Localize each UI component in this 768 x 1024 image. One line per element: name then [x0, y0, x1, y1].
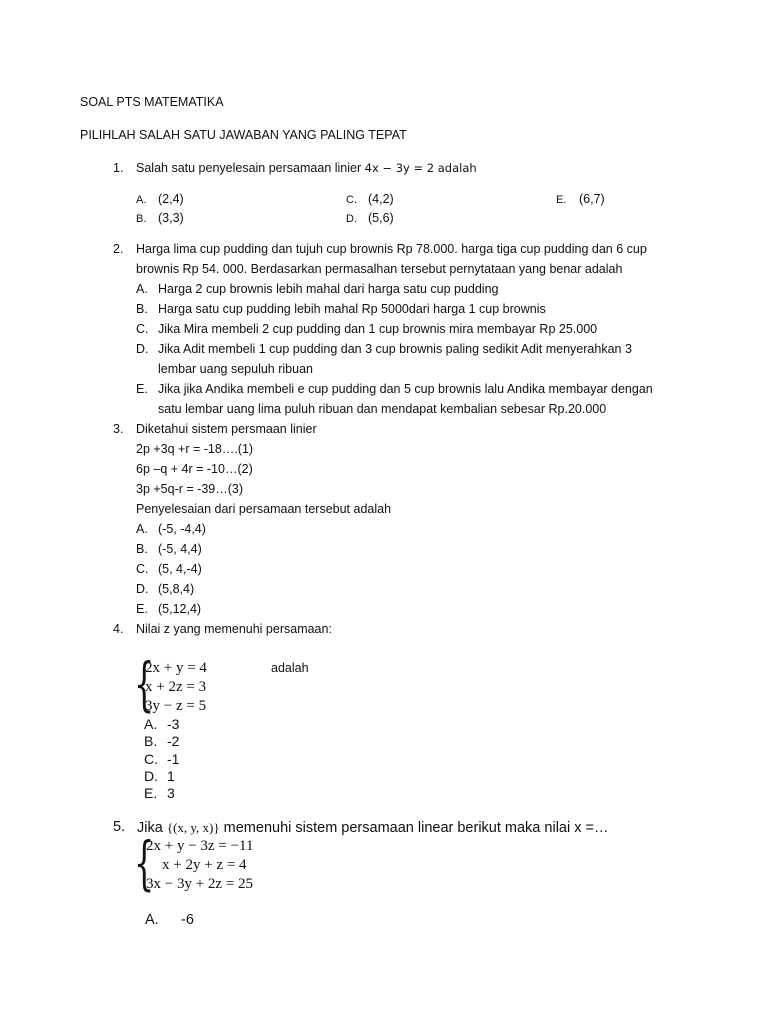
- q1-option-c-label: C.: [346, 194, 357, 206]
- q4-option-e-label: E.: [144, 785, 158, 801]
- q2-option-e[interactable]: Jika jika Andika membeli e cup pudding dan 5 cup brownis lalu Andika membayar dengan: [158, 382, 653, 396]
- instruction: PILIHLAH SALAH SATU JAWABAN YANG PALING TEPAT: [80, 128, 407, 142]
- q2-option-d-label: D.: [136, 342, 149, 356]
- q1-option-d-label: D.: [346, 213, 357, 225]
- q3-option-d-label: D.: [136, 582, 149, 596]
- q1-option-a-label: A.: [136, 194, 147, 206]
- page-title: SOAL PTS MATEMATIKA: [80, 95, 224, 109]
- q3-option-b[interactable]: (-5, 4,4): [158, 542, 202, 556]
- q1-option-a[interactable]: (2,4): [158, 192, 184, 206]
- q3-number: 3.: [113, 422, 124, 436]
- q5-set: {(x, y, x)}: [166, 820, 220, 835]
- q4-brace: {: [134, 650, 155, 718]
- q2-text-line2: brownis Rp 54. 000. Berdasarkan permasalhan tersebut pernytataan yang benar adalah: [136, 262, 623, 276]
- q2-option-e-cont: satu lembar uang lima puluh ribuan dan mendapat kembalian sebesar Rp.20.000: [158, 402, 607, 416]
- q2-text-line1: Harga lima cup pudding dan tujuh cup brownis Rp 78.000. harga tiga cup pudding dan 6 cup: [136, 242, 647, 256]
- q1-option-c[interactable]: (4,2): [368, 192, 394, 206]
- q2-number: 2.: [113, 242, 124, 256]
- q3-text: Diketahui sistem persmaan linier: [136, 422, 317, 436]
- q4-option-c[interactable]: -1: [167, 751, 180, 767]
- q1-option-e-label: E.: [556, 194, 567, 206]
- q5-text: [137, 819, 608, 837]
- q5-equation-1: 2x + y − 3z = −11: [146, 838, 254, 854]
- q4-option-d-label: D.: [144, 768, 158, 784]
- q1-option-e[interactable]: (6,7): [579, 192, 605, 206]
- q4-option-b[interactable]: -2: [167, 733, 180, 749]
- q2-option-a-label: A.: [136, 282, 148, 296]
- q4-option-a-label: A.: [144, 716, 158, 732]
- q4-option-b-label: B.: [144, 733, 158, 749]
- q3-option-e-label: E.: [136, 602, 148, 616]
- q5-equation-3: 3x − 3y + 2z = 25: [146, 876, 254, 892]
- q2-option-c[interactable]: Jika Mira membeli 2 cup pudding dan 1 cup brownis mira membayar Rp 25.000: [158, 322, 598, 336]
- q1-option-b[interactable]: (3,3): [158, 211, 184, 225]
- q4-equation-3: 3y − z = 5: [145, 698, 207, 714]
- q5-equation-2: x + 2y + z = 4: [162, 857, 247, 873]
- q3-option-a[interactable]: (-5, -4,4): [158, 522, 206, 536]
- q5-option-a[interactable]: -6: [181, 912, 194, 928]
- q2-option-b[interactable]: Harga satu cup pudding lebih mahal Rp 5000dari harga 1 cup brownis: [158, 302, 546, 316]
- q2-option-a[interactable]: Harga 2 cup brownis lebih mahal dari harga satu cup pudding: [158, 282, 499, 296]
- q3-equation-1: 2p +3q +r = -18….(1): [136, 442, 254, 456]
- q4-equation-2: x + 2z = 3: [145, 679, 207, 695]
- q4-option-d[interactable]: 1: [167, 768, 175, 784]
- q3-option-e[interactable]: (5,12,4): [158, 602, 202, 616]
- q5-brace: {: [134, 829, 155, 897]
- q3-option-c-label: C.: [136, 562, 149, 576]
- q3-equation-2: 6p –q + 4r = -10…(2): [136, 462, 253, 476]
- q1-option-b-label: B.: [136, 213, 147, 225]
- q5-text-a: Jika: [137, 820, 163, 836]
- q3-option-c[interactable]: (5, 4,-4): [158, 562, 202, 576]
- q1-text-main: Salah satu penyelesain persamaan linier: [136, 161, 362, 175]
- q4-text: Nilai z yang memenuhi persamaan:: [136, 622, 332, 636]
- q5-option-a-label: A.: [145, 912, 159, 928]
- q4-option-a[interactable]: -3: [167, 716, 180, 732]
- q4-option-e[interactable]: 3: [167, 785, 175, 801]
- q3-option-d[interactable]: (5,8,4): [158, 582, 195, 596]
- q4-number: 4.: [113, 622, 124, 636]
- q4-equation-1: 2x + y = 4: [145, 660, 207, 676]
- q1-text: [136, 161, 477, 176]
- q1-option-d[interactable]: (5,6): [368, 211, 394, 225]
- q5-number: 5.: [113, 819, 126, 835]
- q2-option-d-cont: lembar uang sepuluh ribuan: [158, 362, 313, 376]
- q3-question: Penyelesaian dari persamaan tersebut adalah: [136, 502, 392, 516]
- q3-equation-3: 3p +5q-r = -39…(3): [136, 482, 243, 496]
- q3-option-a-label: A.: [136, 522, 148, 536]
- q3-option-b-label: B.: [136, 542, 148, 556]
- q1-equation: 4x − 3y = 2 adalah: [364, 161, 477, 175]
- q2-option-b-label: B.: [136, 302, 148, 316]
- q5-text-b: memenuhi sistem persamaan linear berikut maka nilai x =…: [223, 820, 609, 836]
- q2-option-c-label: C.: [136, 322, 149, 336]
- q2-option-d[interactable]: Jika Adit membeli 1 cup pudding dan 3 cup brownis paling sedikit Adit menyerahkan 3: [158, 342, 632, 356]
- q1-number: 1.: [113, 161, 124, 175]
- q4-suffix: adalah: [271, 661, 309, 675]
- q4-option-c-label: C.: [144, 751, 158, 767]
- q2-option-e-label: E.: [136, 382, 148, 396]
